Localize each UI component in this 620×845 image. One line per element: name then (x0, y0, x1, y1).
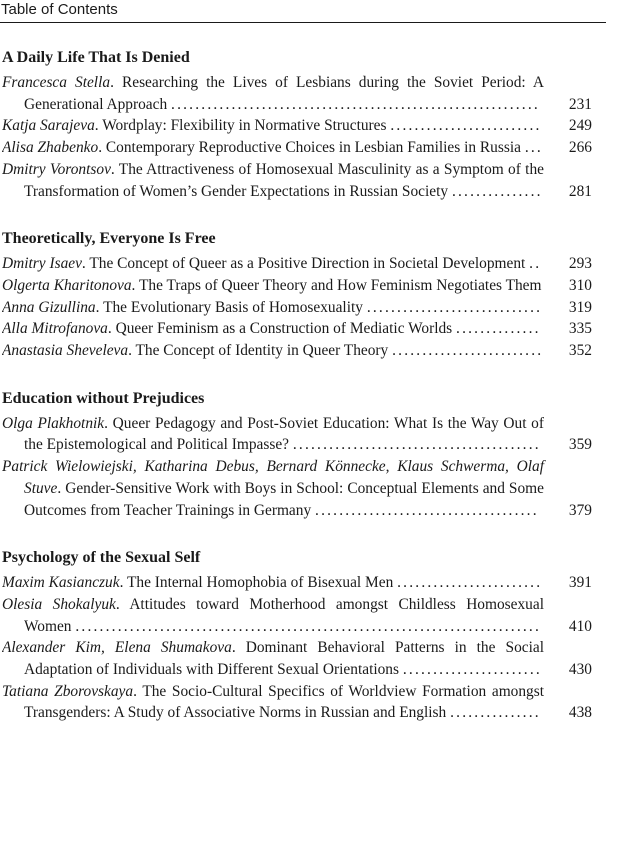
toc-entry[interactable]: Olesia Shokalyuk. Attitudes toward Motherhood amongst Childless Homosexual Women ............................................................................. 410 (2, 594, 592, 637)
toc-entry[interactable]: Olgerta Kharitonova. The Traps of Queer Theory and How Feminism Negotiates Them 310 (2, 275, 592, 297)
entry-page-number: 310 (548, 275, 592, 297)
entry-title: The Internal Homophobia of Bisexual Men (126, 574, 394, 592)
entry-title: Dominant Behavioral Patterns in the Social Adaptation of Individuals with Different Sexual Orientations (24, 639, 544, 679)
entry-author: Katja Sarajeva (2, 117, 95, 135)
entry-author: Tatiana Zborovskaya (2, 682, 134, 700)
entry-author: Alla Mitrofanova (2, 320, 108, 338)
entry-author: Anastasia Sheveleva (2, 342, 129, 360)
dot-leader: ..................................... (315, 501, 539, 519)
toc-section (2, 228, 592, 362)
entry-title: Contemporary Reproductive Choices in Lesbian Families in Russia (105, 139, 521, 157)
entry-page-number: 266 (548, 137, 592, 159)
running-title: Table of Contents (1, 1, 118, 18)
toc-entry[interactable]: Dmitry Isaev. The Concept of Queer as a Positive Direction in Societal Development .. 293 (2, 253, 592, 275)
entry-author: Alexander Kim, Elena Shumakova (2, 639, 232, 657)
toc-entry[interactable]: Alla Mitrofanova. Queer Feminism as a Construction of Mediatic Worlds .............. 335 (2, 318, 592, 340)
dot-leader: ........................ (397, 574, 543, 592)
toc-section (2, 547, 592, 724)
entry-author: Alisa Zhabenko (2, 139, 99, 157)
dot-leader: .............. (456, 320, 541, 338)
entry-page-number: 410 (548, 616, 592, 638)
dot-leader: ......................... (392, 342, 544, 360)
entry-page-number: 359 (548, 434, 592, 456)
dot-leader: .. (529, 255, 542, 273)
entry-title: The Attractiveness of Homosexual Masculinity as a Symptom of the Transformation of Women’s Gender Expectations in Russian Society (24, 160, 544, 200)
entry-author: Olesia Shokalyuk (2, 595, 116, 613)
entry-page-number: 430 (548, 659, 592, 681)
entry-title: Researching the Lives of Lesbians during the Soviet Period: A Generational Approach (24, 74, 545, 113)
entry-page-number: 249 (548, 115, 592, 137)
toc-section (2, 388, 592, 522)
entry-page-number: 379 (548, 500, 592, 522)
toc-entry[interactable]: Anastasia Sheveleva. The Concept of Identity in Queer Theory ......................... 352 (2, 340, 592, 362)
dot-leader: ....................... (402, 661, 542, 679)
entry-page-number: 352 (548, 340, 592, 362)
entry-title: The Traps of Queer Theory and How Feminism Negotiates Them (138, 276, 542, 294)
toc-body (2, 47, 592, 750)
dot-leader: ......................... (390, 117, 542, 135)
entry-page-number: 438 (548, 702, 592, 724)
entry-author: Dmitry Vorontsov (2, 160, 111, 178)
entry-title: The Concept of Identity in Queer Theory (135, 342, 389, 360)
dot-leader: ............... (450, 704, 541, 722)
entry-title: Queer Pedagogy and Post-Soviet Education: What Is the Way Out of the Epistemological and Political Impasse? (24, 414, 545, 454)
toc-entry[interactable]: Maxim Kasianczuk. The Internal Homophobia of Bisexual Men ........................ 391 (2, 572, 592, 594)
dot-leader: ............................. (366, 298, 543, 316)
entry-page-number: 293 (548, 253, 592, 275)
entry-title: Gender-Sensitive Work with Boys in School: Conceptual Elements and Some Outcomes from Teacher Trainings in Germany (24, 479, 544, 519)
entry-author: Dmitry Isaev (2, 255, 82, 273)
entry-author: Olgerta Kharitonova (2, 276, 132, 294)
entry-author: Olga Plakhotnik (2, 414, 105, 432)
entry-title: The Concept of Queer as a Positive Direction in Societal Development (89, 255, 526, 273)
entry-author: Francesca Stella (2, 74, 111, 91)
entry-title: Queer Feminism as a Construction of Mediatic Worlds (115, 320, 453, 338)
dot-leader: ............... (451, 182, 543, 200)
toc-entry[interactable]: Alisa Zhabenko. Contemporary Reproductive Choices in Lesbian Families in Russia ... 266 (2, 137, 592, 159)
entry-page-number: 391 (548, 572, 592, 594)
entry-author: Anna Gizullina (2, 298, 96, 316)
toc-entry[interactable]: Olga Plakhotnik. Queer Pedagogy and Post-Soviet Education: What Is the Way Out of the Epistemological and Political Impasse? ......................................... 359 (2, 413, 592, 456)
toc-entry[interactable]: Alexander Kim, Elena Shumakova. Dominant Behavioral Patterns in the Social Adaptation of Individuals with Different Sexual Orientations ....................... 430 (2, 637, 592, 680)
entry-author: Maxim Kasianczuk (2, 574, 120, 592)
entry-title: The Evolutionary Basis of Homosexuality (103, 298, 363, 316)
entry-title: Wordplay: Flexibility in Normative Structures (102, 117, 387, 135)
toc-entry[interactable]: Patrick Wielowiejski, Katharina Debus, Bernard Könnecke, Klaus Schwerma, Olaf Stuve. Gender-Sensitive Work with Boys in School: Conceptual Elements and Some Outcomes from Teacher Trainings in Germany ..................................... 379 (2, 456, 592, 521)
section-title: Psychology of the Sexual Self (2, 549, 201, 567)
entry-author: Patrick Wielowiejski, Katharina Debus, Bernard Könnecke, Klaus Schwerma, Olaf Stuve (2, 458, 544, 497)
dot-leader: ......................................... (292, 436, 541, 454)
dot-leader: ............................................................................. (75, 617, 542, 635)
entry-title: The Socio-Cultural Specifics of Worldview Formation amongst Transgenders: A Study of Associative Norms in Russian and English (24, 682, 545, 722)
section-title: Education without Prejudices (2, 389, 205, 407)
toc-entry[interactable]: Tatiana Zborovskaya. The Socio-Cultural Specifics of Worldview Formation amongst Transgenders: A Study of Associative Norms in Russian and English ............... 438 (2, 681, 592, 724)
toc-entry[interactable]: Francesca Stella. Researching the Lives of Lesbians during the Soviet Period: A Generational Approach ............................................................. 231 (2, 72, 592, 115)
entry-page-number: 335 (548, 318, 592, 340)
dot-leader: ............................................................. (171, 95, 540, 113)
section-title: A Daily Life That Is Denied (2, 49, 190, 66)
entry-page-number: 231 (548, 94, 592, 116)
toc-section (2, 47, 592, 202)
running-head (0, 0, 606, 23)
toc-entry[interactable]: Katja Sarajeva. Wordplay: Flexibility in Normative Structures ......................... 249 (2, 115, 592, 137)
section-title: Theoretically, Everyone Is Free (2, 230, 216, 248)
toc-entry[interactable]: Dmitry Vorontsov. The Attractiveness of Homosexual Masculinity as a Symptom of the Transformation of Women’s Gender Expectations in Russian Society ............... 281 (2, 159, 592, 202)
entry-page-number: 281 (548, 181, 592, 203)
dot-leader: ... (524, 139, 543, 157)
entry-title: Attitudes toward Motherhood amongst Childless Homosexual Women (24, 595, 544, 635)
toc-entry[interactable]: Anna Gizullina. The Evolutionary Basis of Homosexuality ............................. 319 (2, 297, 592, 319)
entry-page-number: 319 (548, 297, 592, 319)
